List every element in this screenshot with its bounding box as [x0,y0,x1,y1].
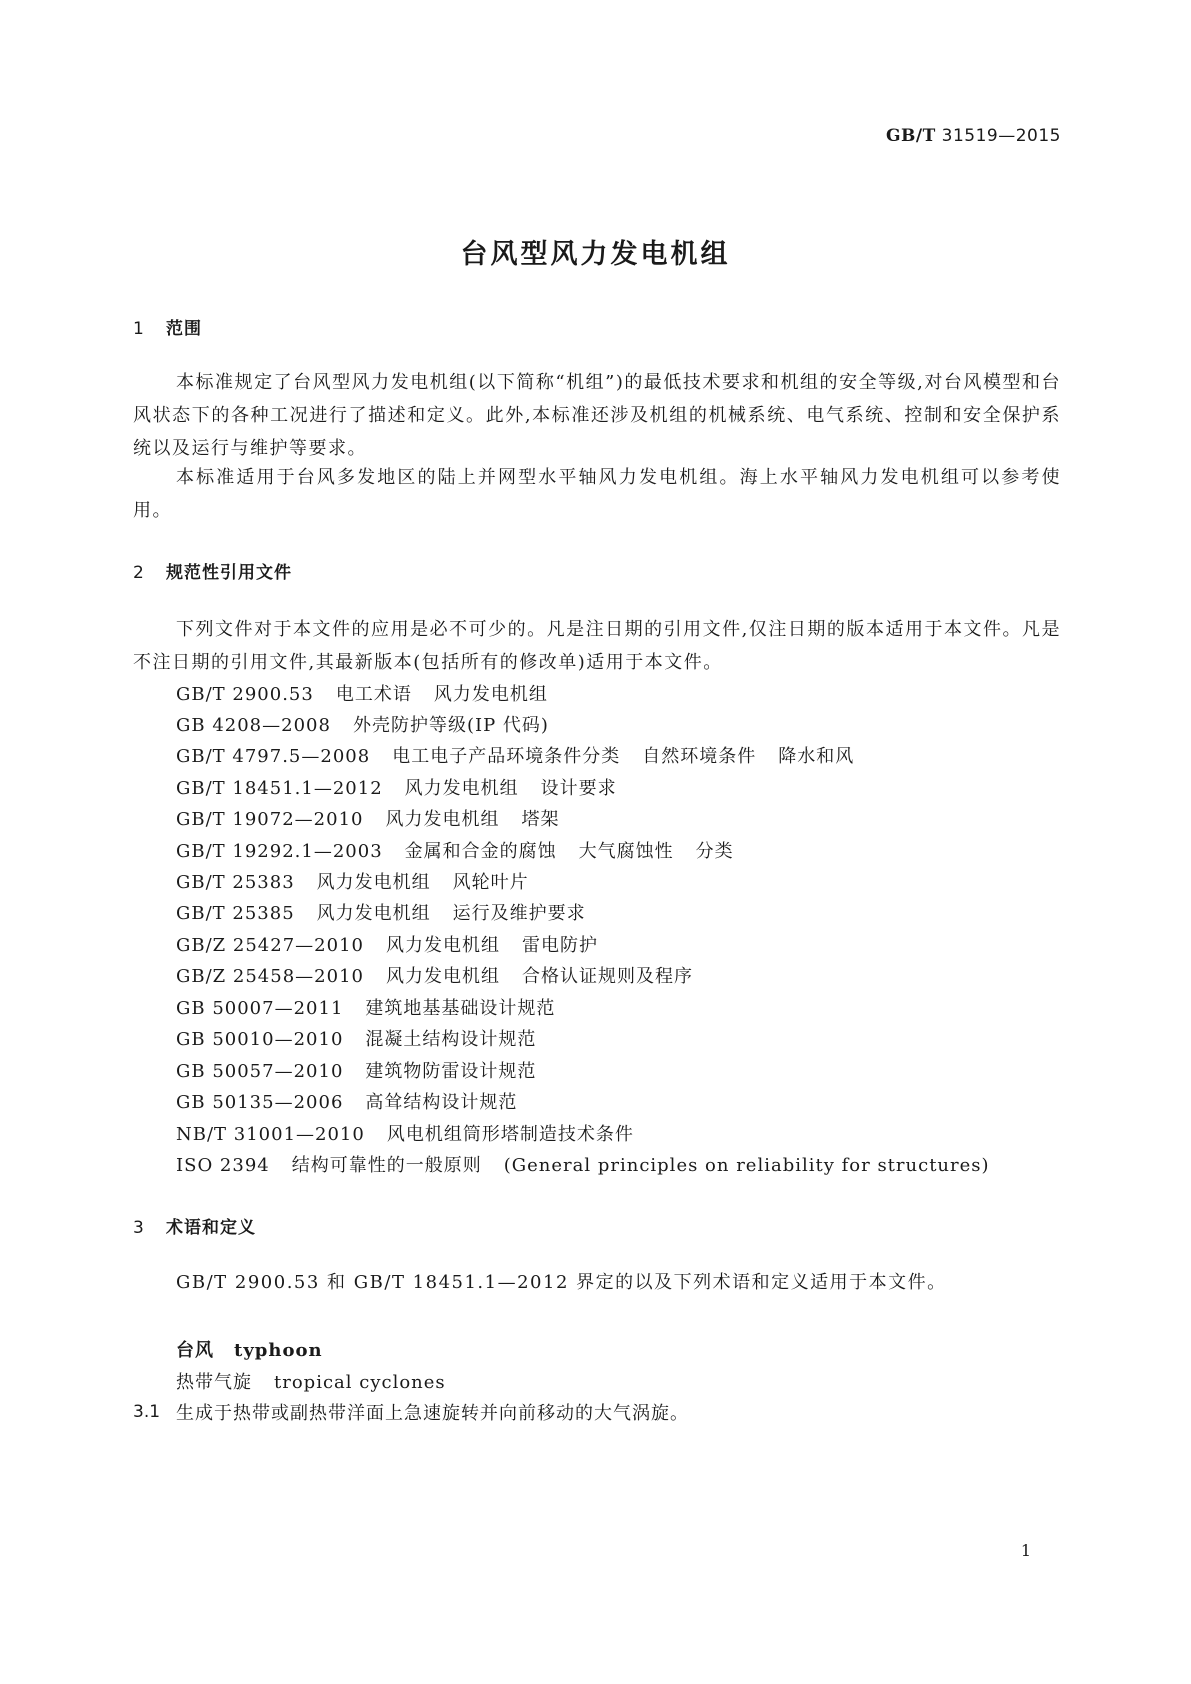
reference-item [176,1057,558,1083]
reference-title: 降水和风 [778,746,855,767]
reference-item [176,711,571,737]
reference-code: GB 4208—2008 [176,715,331,736]
reference-title: 结构可靠性的一般原则 [291,1155,482,1176]
reference-item [176,1151,1012,1177]
reference-code: GB 50007—2011 [176,998,344,1019]
standard-number: 31519—2015 [941,126,1061,146]
reference-title: 自然环境条件 [642,746,757,767]
reference-title: 建筑地基基础设计规范 [365,998,556,1019]
reference-title: 高耸结构设计规范 [365,1092,518,1113]
reference-title: 风力发电机组 [385,809,500,830]
reference-code: GB/T 19292.1—2003 [176,841,383,862]
reference-item [176,680,570,706]
reference-title: 大气腐蚀性 [578,841,674,862]
reference-item [176,774,639,800]
reference-item [176,868,551,894]
reference-code: GB 50057—2010 [176,1061,344,1082]
reference-code: GB/T 25385 [176,903,295,924]
reference-title: 建筑物防雷设计规范 [365,1061,537,1082]
reference-title: 风力发电机组 [316,903,431,924]
section-1-paragraph-1: 本标准规定了台风型风力发电机组(以下简称“机组”)的最低技术要求和机组的安全等级,对台风模型和台风状态下的各种工况进行了描述和定义。此外,本标准还涉及机组的机械系统、电气系统、控制和安全保护系统以及运行与维护等要求。 [133,372,1061,459]
term-definition: 生成于热带或副热带洋面上急速旋转并向前移动的大气涡旋。 [176,1403,689,1424]
reference-item [176,1120,656,1146]
section-3-number: 3 [133,1218,145,1238]
reference-code: GB/T 2900.53 [176,684,314,705]
reference-title: 设计要求 [540,778,617,799]
section-1-heading [133,314,202,339]
reference-title: 电工电子产品环境条件分类 [392,746,621,767]
standard-prefix: GB/T [886,126,936,146]
section-1-number: 1 [133,319,145,339]
reference-code: GB 50010—2010 [176,1029,344,1050]
section-2-number: 2 [133,563,145,583]
subsection-number: 3.1 [133,1402,161,1422]
reference-item [176,1025,558,1051]
reference-title: (General principles on reliability for structures) [503,1155,990,1176]
reference-code: GB/T 19072—2010 [176,809,364,830]
reference-title: 塔架 [521,809,560,830]
reference-title: 合格认证规则及程序 [521,966,693,987]
reference-title: 混凝土结构设计规范 [365,1029,537,1050]
reference-code: GB 50135—2006 [176,1092,344,1113]
section-3-title: 术语和定义 [166,1218,256,1238]
reference-item [176,742,876,768]
reference-code: GB/T 25383 [176,872,295,893]
reference-code: ISO 2394 [176,1155,270,1176]
reference-title: 风轮叶片 [452,872,529,893]
term-entry [176,1336,323,1362]
reference-title: 风力发电机组 [433,684,548,705]
page-title: 台风型风力发电机组 [460,239,731,270]
section-2-title: 规范性引用文件 [166,563,292,583]
synonym-english: tropical cyclones [274,1372,446,1393]
reference-code: NB/T 31001—2010 [176,1124,365,1145]
reference-code: GB/Z 25427—2010 [176,935,364,956]
page-number: 1 [1020,1541,1031,1560]
reference-title: 风力发电机组 [316,872,431,893]
reference-title: 运行及维护要求 [452,903,586,924]
term-chinese: 台风 [176,1340,214,1361]
synonym-chinese: 热带气旋 [176,1372,252,1393]
section-3-heading [133,1213,256,1238]
section-2-intro: 下列文件对于本文件的应用是必不可少的。凡是注日期的引用文件,仅注日期的版本适用于本文件。凡是不注日期的引用文件,其最新版本(包括所有的修改单)适用于本文件。 [133,619,1061,673]
reference-title: 风力发电机组 [385,966,500,987]
reference-code: GB/T 4797.5—2008 [176,746,371,767]
reference-code: GB/Z 25458—2010 [176,966,364,987]
term-english: typhoon [234,1340,323,1361]
reference-item [176,931,620,957]
reference-item [176,805,581,831]
reference-item [176,837,756,863]
reference-item [176,994,577,1020]
reference-title: 风电机组筒形塔制造技术条件 [386,1124,634,1145]
reference-title: 分类 [695,841,734,862]
reference-title: 金属和合金的腐蚀 [404,841,557,862]
reference-title: 雷电防护 [521,935,598,956]
reference-title: 外壳防护等级(IP 代码) [352,715,549,736]
reference-item [176,962,715,988]
section-1-paragraph-2: 本标准适用于台风多发地区的陆上并网型水平轴风力发电机组。海上水平轴风力发电机组可以参考使用。 [133,467,1061,521]
reference-title: 风力发电机组 [385,935,500,956]
reference-item [176,1088,539,1114]
reference-code: GB/T 18451.1—2012 [176,778,383,799]
standard-code [886,126,1061,146]
reference-title: 电工术语 [335,684,412,705]
reference-title: 风力发电机组 [404,778,519,799]
reference-item [176,899,608,925]
section-2-heading [133,558,292,583]
term-synonym [176,1368,446,1394]
section-3-intro: GB/T 2900.53 和 GB/T 18451.1—2012 界定的以及下列术语和定义适用于本文件。 [176,1272,947,1293]
section-1-title: 范围 [166,319,202,339]
